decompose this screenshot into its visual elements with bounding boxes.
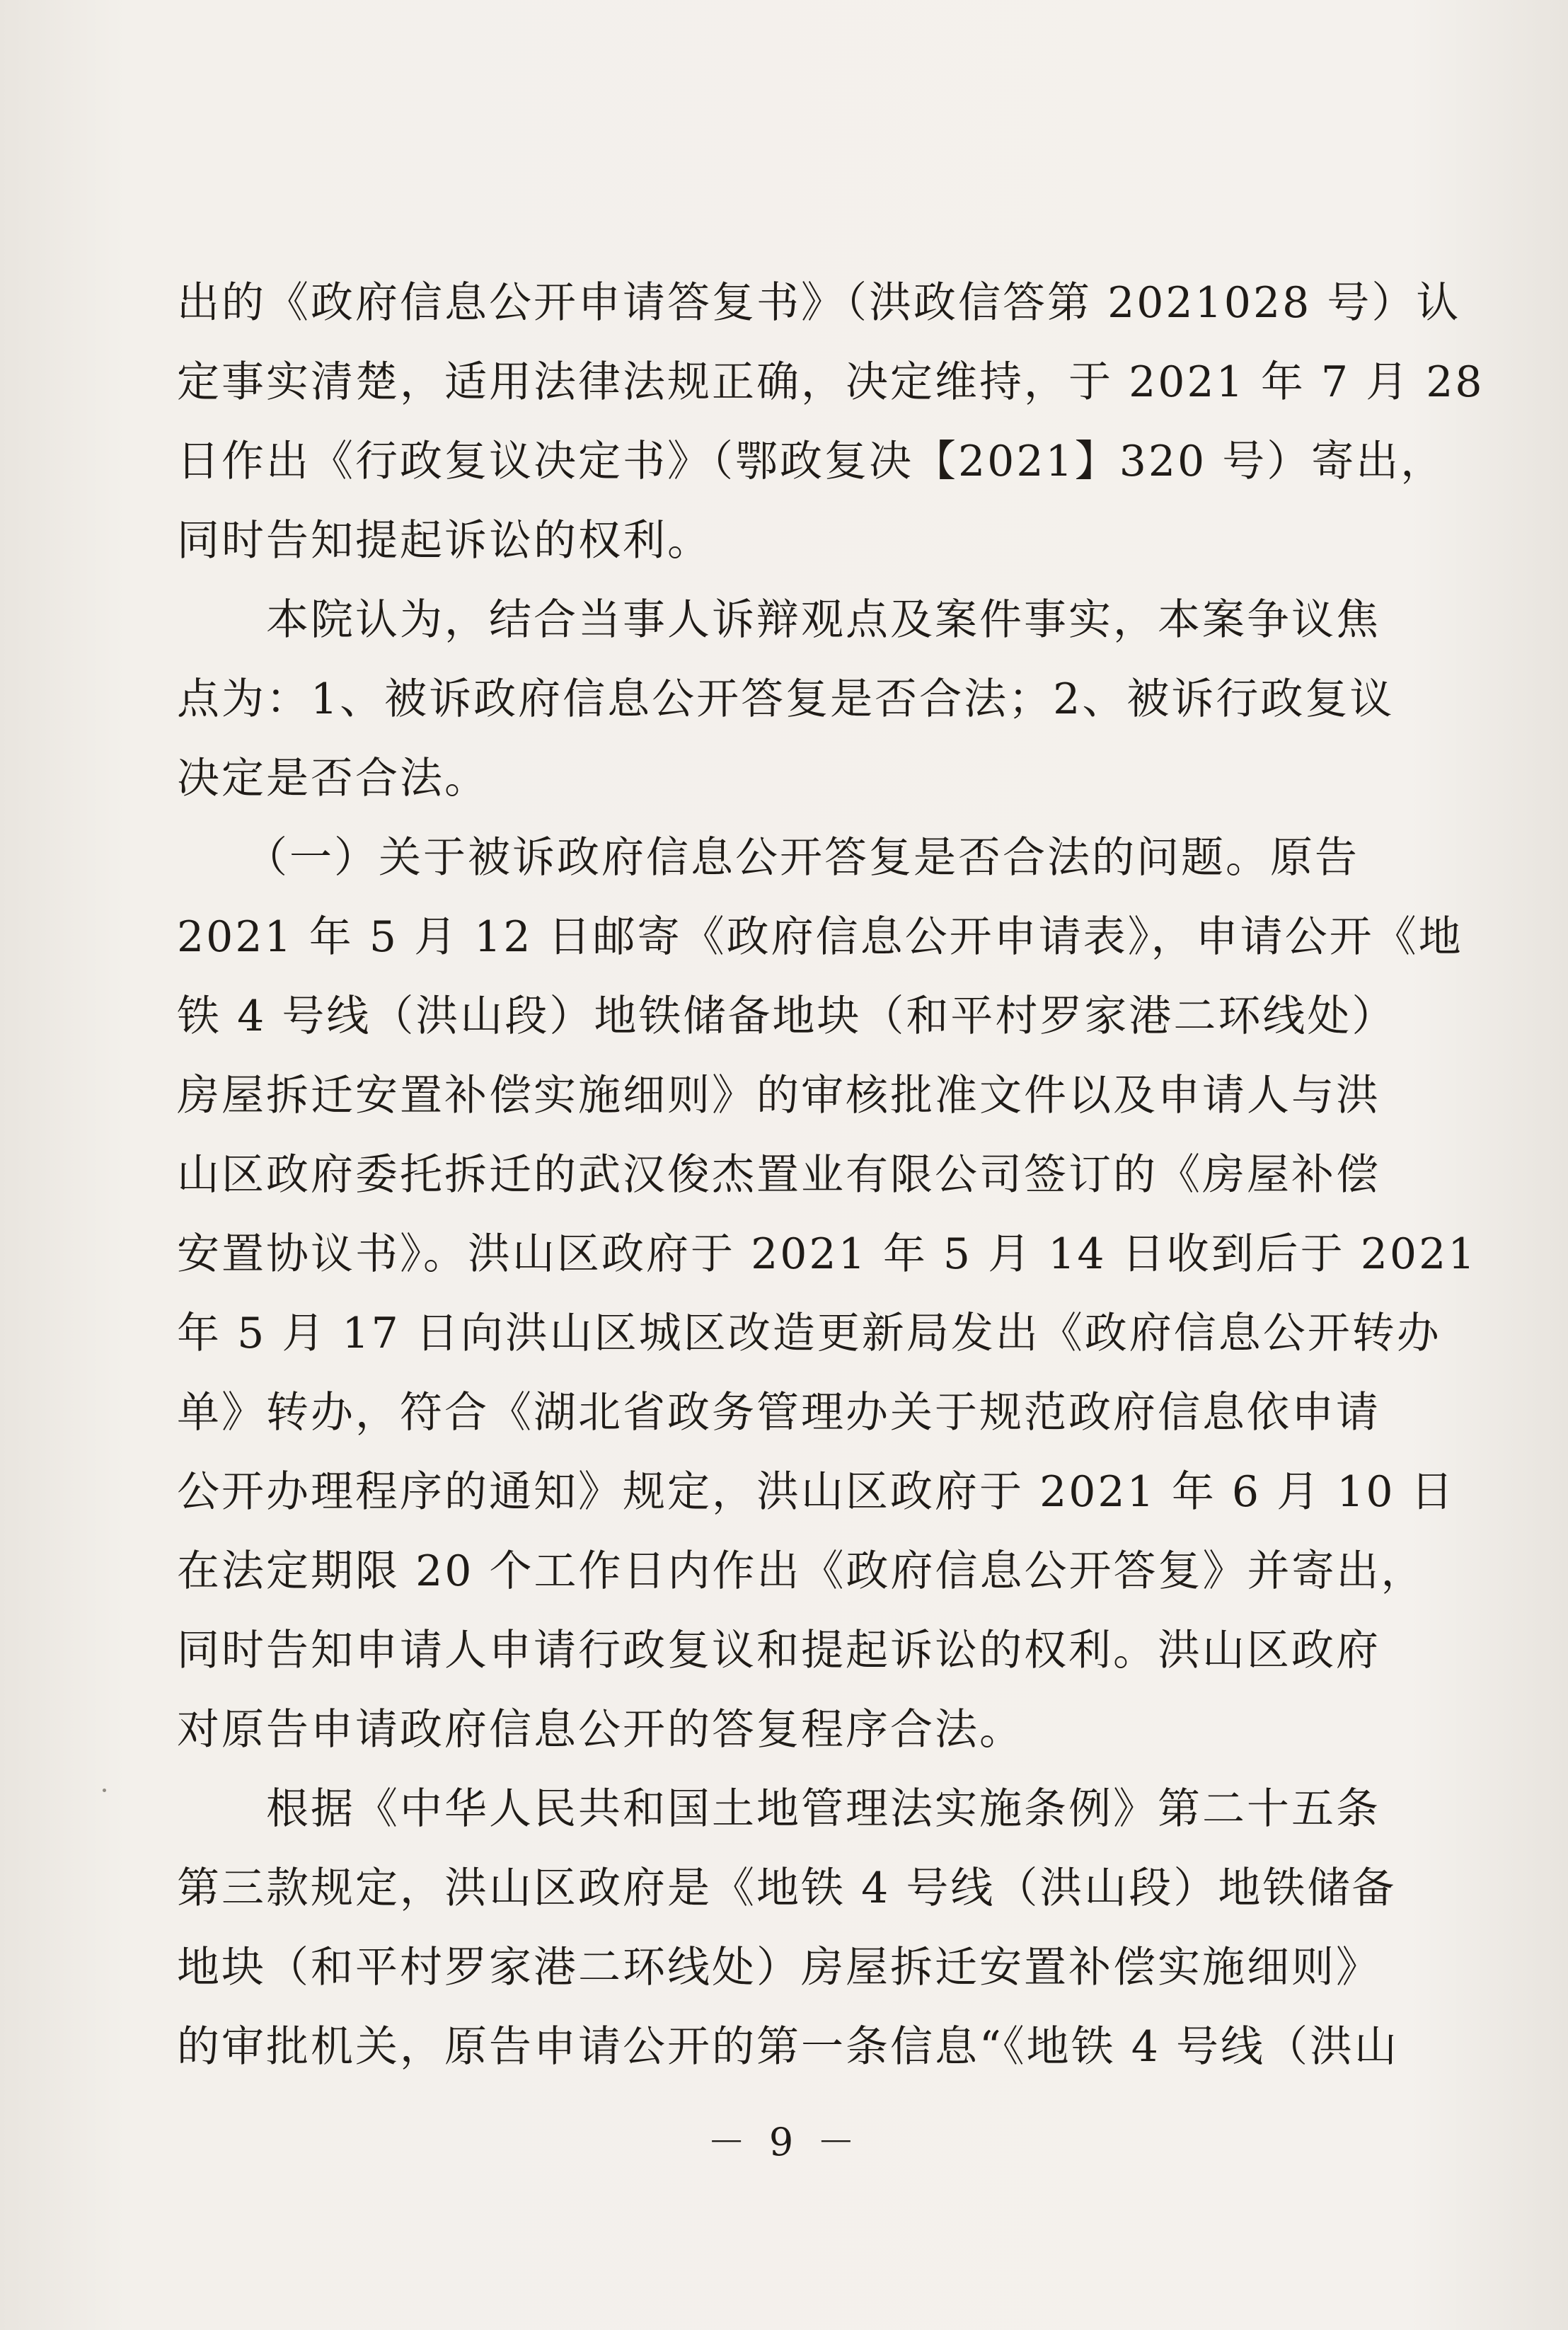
text-line: 对原告申请政府信息公开的答复程序合法。	[177, 1705, 1024, 1755]
text-line: 铁 4 号线（洪山段）地铁储备地块（和平村罗家港二环线处）	[177, 992, 1397, 1041]
text-line: 根据《中华人民共和国土地管理法实施条例》第二十五条	[177, 1784, 1380, 1834]
text-line: 公开办理程序的通知》规定，洪山区政府于 2021 年 6 月 10 日	[177, 1467, 1455, 1517]
text-line: 2021 年 5 月 12 日邮寄《政府信息公开申请表》，申请公开《地	[177, 912, 1463, 962]
text-line: 同时告知申请人申请行政复议和提起诉讼的权利。洪山区政府	[177, 1626, 1380, 1675]
text-line: 年 5 月 17 日向洪山区城区改造更新局发出《政府信息公开转办	[177, 1309, 1441, 1358]
text-line: 同时告知提起诉讼的权利。	[177, 516, 712, 566]
text-line: 在法定期限 20 个工作日内作出《政府信息公开答复》并寄出，	[177, 1546, 1426, 1596]
text-line: （一）关于被诉政府信息公开答复是否合法的问题。原告	[177, 833, 1359, 883]
text-line: 出的《政府信息公开申请答复书》（洪政信答第 2021028 号）认	[177, 278, 1461, 328]
text-line: 单》转办，符合《湖北省政务管理办关于规范政府信息依申请	[177, 1388, 1380, 1437]
text-line: 本院认为，结合当事人诉辩观点及案件事实，本案争议焦	[177, 595, 1380, 645]
text-line: 安置协议书》。洪山区政府于 2021 年 5 月 14 日收到后于 2021	[177, 1229, 1477, 1279]
page-number: － 9 －	[707, 2120, 861, 2164]
text-line: 房屋拆迁安置补偿实施细则》的审核批准文件以及申请人与洪	[177, 1071, 1380, 1120]
text-line: 地块（和平村罗家港二环线处）房屋拆迁安置补偿实施细则》	[177, 1943, 1380, 1992]
text-line: 第三款规定，洪山区政府是《地铁 4 号线（洪山段）地铁储备	[177, 1864, 1397, 1913]
text-line: 定事实清楚，适用法律法规正确，决定维持，于 2021 年 7 月 28	[177, 357, 1485, 407]
text-line: 日作出《行政复议决定书》（鄂政复决【2021】320 号）寄出，	[177, 437, 1446, 486]
paper-speck	[103, 1789, 106, 1792]
document-body	[177, 263, 1485, 2087]
text-line: 决定是否合法。	[177, 754, 489, 803]
text-line: 的审批机关，原告申请公开的第一条信息“《地铁 4 号线（洪山	[177, 2022, 1399, 2072]
text-line: 山区政府委托拆迁的武汉俊杰置业有限公司签订的《房屋补偿	[177, 1150, 1380, 1200]
text-line: 点为：1、被诉政府信息公开答复是否合法；2、被诉行政复议	[177, 675, 1395, 724]
